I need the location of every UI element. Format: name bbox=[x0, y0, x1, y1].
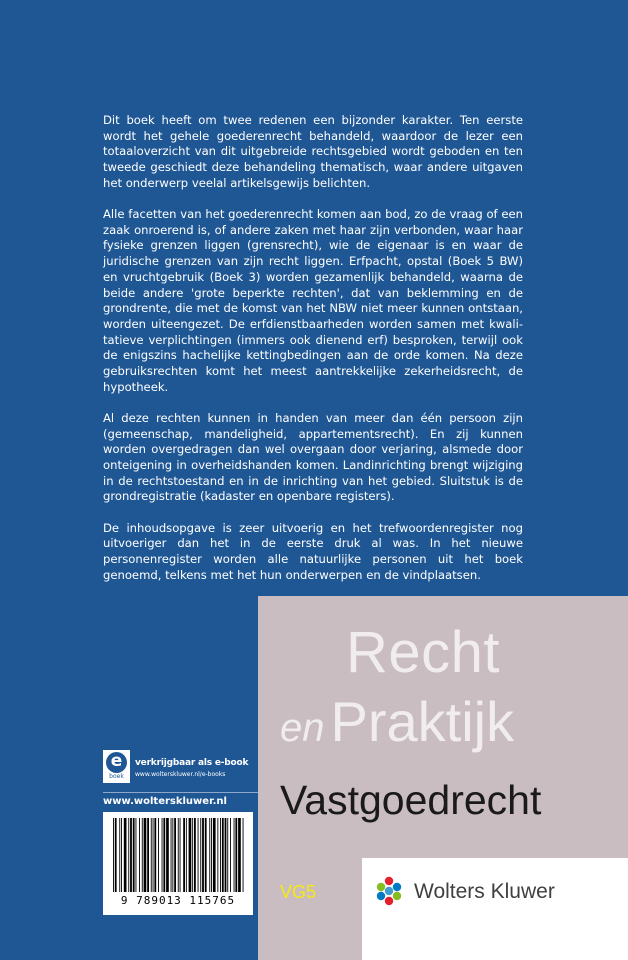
barcode-bars bbox=[111, 818, 245, 892]
ebook-icon-letter: e bbox=[106, 752, 127, 773]
barcode-bar bbox=[154, 818, 156, 892]
barcode-bar bbox=[178, 818, 179, 892]
barcode-bar bbox=[124, 818, 127, 892]
isbn-number: 9 789013 115765 bbox=[120, 894, 236, 907]
barcode-bar bbox=[174, 818, 176, 892]
blurb-paragraph-2: Alle facetten van het goederenrecht komen aan bod, zo de vraag of een zaak onroerend is, of andere zaken met haar zijn verbonden, waar haar fysieke grenzen liggen (grensrecht), wie de eigenaar is en waar de juridische grenzen van zijn recht liggen. Erfpacht, opstal (Boek 5 BW) en vruchtgebruik (Boek 3) worden gezamenlijk behandeld, waarna de beide andere 'grote beperkte rechten', dat van beklemming en de grondrente, die met de komst van het NBW niet meer kunnen ontstaan, worden uiteengezet. De erfdienstbaarheden worden samen met kwalitatieve verplichtingen (immers ook dienend erf) besproken, terwijl ook de enigszins hachelijke kettingbedingen aan de orde komen. Na deze gebruiksrechten komt het meest aantrekkelijke zekerheidsrecht, de hypotheek. bbox=[103, 207, 523, 394]
barcode-bar bbox=[128, 818, 129, 892]
barcode-bar bbox=[235, 818, 237, 892]
barcode-bar bbox=[151, 818, 152, 892]
blurb-paragraph-4: De inhoudsopgave is zeer uitvoerig en het trefwoordenregister nog uitvoeriger dan het in de eerste druk al was. In het nieuwe personenregister worden alle natuurlijke personen uit het boek genoemd, telkens met het hun onderwerpen en de vindplaatsen. bbox=[103, 520, 523, 582]
barcode-bar bbox=[227, 818, 228, 892]
back-cover-blurb bbox=[103, 113, 523, 599]
ebook-title: verkrijgbaar als e-book bbox=[135, 758, 249, 768]
barcode-bar bbox=[230, 818, 231, 892]
barcode-bar bbox=[217, 818, 218, 892]
barcode-bar bbox=[130, 818, 132, 892]
ebook-icon bbox=[103, 750, 130, 783]
barcode-bar bbox=[225, 818, 227, 892]
barcode-bar bbox=[220, 818, 221, 892]
barcode-bar bbox=[121, 818, 122, 892]
book-subject: Vastgoedrecht bbox=[280, 777, 542, 823]
blurb-paragraph-1: Dit boek heeft om twee redenen een bijzonder karakter. Ten eerste wordt het gehele goederenrecht behandeld, waardoor de lezer een totaaloverzicht van dit uitgebreide rechtsgebied wordt geboden en ten tweede geschiedt deze behandeling thematisch, waar andere uitgaven het onderwerp veelal artikelsgewijs belichten. bbox=[103, 113, 523, 190]
barcode-bar bbox=[194, 818, 196, 892]
barcode-bar bbox=[202, 818, 204, 892]
barcode-bar bbox=[180, 818, 181, 892]
barcode-bar bbox=[171, 818, 172, 892]
barcode-bar bbox=[139, 818, 140, 892]
publisher-logo-box bbox=[362, 858, 628, 960]
divider bbox=[103, 792, 258, 793]
barcode-bar bbox=[158, 818, 159, 892]
series-panel bbox=[258, 596, 628, 960]
barcode-bar bbox=[166, 818, 169, 892]
publisher-name: Wolters Kluwer bbox=[414, 880, 555, 903]
barcode-bar bbox=[162, 818, 163, 892]
barcode-bar bbox=[153, 818, 154, 892]
barcode-bar bbox=[238, 818, 241, 892]
barcode-bar bbox=[133, 818, 135, 892]
blurb-paragraph-3: Al deze rechten kunnen in handen van meer dan één persoon zijn (gemeenschap, mandeligheid, appartementsrecht). En zij kunnen worden overgedragen dan wel overgaan door verjaring, alsmede door onteigening in overheidshanden komen. Landinrichting brengt wijziging in de rechtstoestand en in de inrichting van het gebied. Sluitstuk is de grondregistratie (kadaster en openbare registers). bbox=[103, 410, 523, 504]
publisher-website: www.wolterskluwer.nl bbox=[103, 796, 227, 807]
ebook-availability bbox=[103, 750, 258, 788]
barcode-bar bbox=[115, 818, 117, 892]
barcode-bar bbox=[213, 818, 216, 892]
series-title-praktijk: Praktijk bbox=[330, 690, 515, 753]
barcode-bar bbox=[142, 818, 143, 892]
series-code: VG5 bbox=[280, 882, 317, 902]
barcode-bar bbox=[186, 818, 187, 892]
barcode-bar bbox=[163, 818, 165, 892]
ebook-url: www.wolterskluwer.nl/e-books bbox=[135, 771, 226, 778]
barcode-bar bbox=[222, 818, 224, 892]
barcode-bar bbox=[172, 818, 173, 892]
barcode-bar bbox=[113, 818, 114, 892]
barcode-bar bbox=[119, 818, 120, 892]
barcode-bar bbox=[200, 818, 201, 892]
barcode-bar bbox=[211, 818, 212, 892]
barcode bbox=[103, 812, 253, 915]
barcode-bar bbox=[209, 818, 210, 892]
barcode-bar bbox=[183, 818, 185, 892]
barcode-bar bbox=[234, 818, 235, 892]
wolters-kluwer-dots-icon bbox=[374, 876, 404, 906]
series-title-en: en bbox=[280, 706, 325, 750]
barcode-bar bbox=[144, 818, 147, 892]
barcode-bar bbox=[205, 818, 207, 892]
barcode-bar bbox=[189, 818, 192, 892]
series-title-recht: Recht bbox=[346, 620, 501, 685]
series-title-line2 bbox=[280, 690, 515, 753]
barcode-bar bbox=[136, 818, 137, 892]
barcode-bar bbox=[198, 818, 199, 892]
barcode-bar bbox=[147, 818, 149, 892]
barcode-bar bbox=[243, 818, 244, 892]
ebook-icon-label: boek bbox=[109, 773, 124, 780]
barcode-bar bbox=[192, 818, 193, 892]
